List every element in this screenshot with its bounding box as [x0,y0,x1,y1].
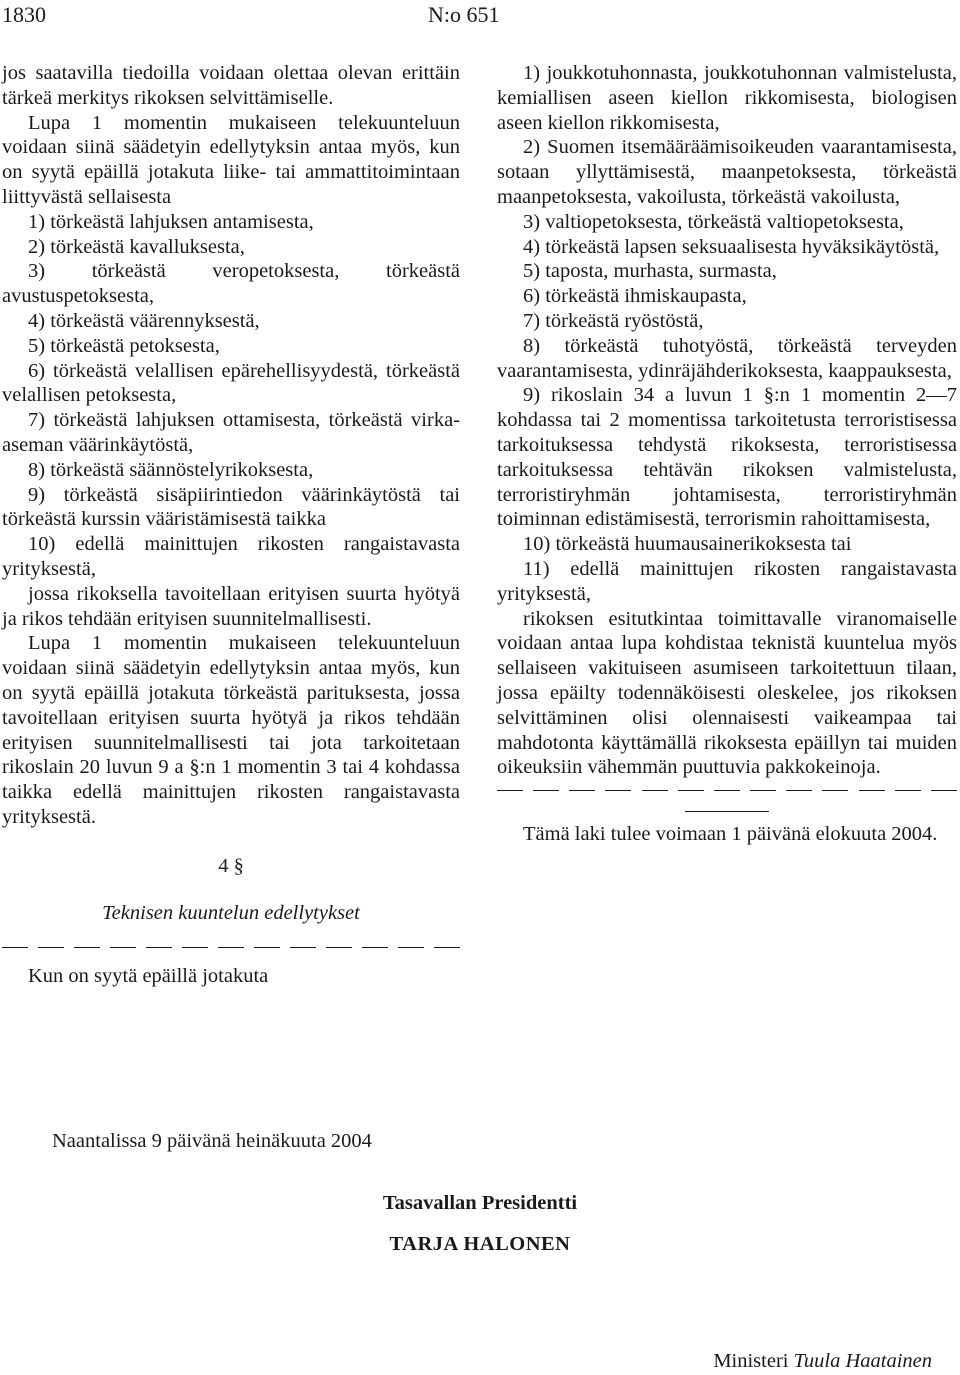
section-title: Teknisen kuuntelun edellytykset [102,901,360,924]
list-item: 5) törkeästä petoksesta, [28,334,220,357]
section-number: 4 § [218,854,244,877]
list-item: 10) edellä mainittujen rikosten rangaistavasta yrityksestä, [2,533,460,580]
list-item: 9) rikoslain 34 a luvun 1 §:n 1 momentin 2—7 kohdassa tai 2 momentissa tarkoitetusta terroristisessa tarkoituksessa tehdystä rikoksesta, terroristisessa tarkoituksessa tehtävän rikoksen valmistelusta, terroristiryhmän johtamisesta, terroristiryhmän toiminnan edistämisestä, terrorismin rahoittamisesta, [497,384,957,531]
left-column [2,61,460,989]
list-item: 8) törkeästä säännöstelyrikoksesta, [28,458,314,481]
list-item: 8) törkeästä tuhotyöstä, törkeästä terveyden vaarantamisesta, ydinräjähderikoksesta, kaappauksesta, [497,334,957,382]
list-item: 2) Suomen itsemääräämisoikeuden vaarantamisesta, sotaan yllyttämisestä, maanpetoksesta, törkeästä maanpetoksesta, vakoilusta, törkeästä vakoilusta, [497,136,957,208]
list-item: 10) törkeästä huumausainerikoksesta tai [523,533,852,556]
list-item: 4) törkeästä lapsen seksuaalisesta hyväksikäytöstä, [523,235,940,258]
paragraph: Lupa 1 momentin mukaiseen telekuunteluun voidaan siinä säädetyin edellytyksin antaa myös, kun on syytä epäillä jotakuta liike- tai ammattitoimintaan liittyvästä sellaisesta [2,111,460,208]
list-item: 3) valtiopetoksesta, törkeästä valtiopetoksesta, [523,210,904,233]
list-item: 6) törkeästä velallisen epärehellisyydestä, törkeästä velallisen petoksesta, [2,359,460,407]
paragraph: rikoksen esitutkintaa toimittavalle viranomaiselle voidaan antaa lupa kohdistaa teknistä kuuntelua myös sellaiseen vakituiseen asumiseen tarkoitettuun tilaan, jossa epäilty todennäköisesti oleskelee, jos rikoksen selvittäminen olisi olennaisesti vaikeampaa tai mahdotonta käyttämällä rikoksesta epäillyn tai muiden oikeuksiin vähemmän puuttuvia pakkokeinoja. [497,607,957,779]
paragraph: jossa rikoksella tavoitellaan erityisen suurta hyötyä ja rikos tehdään erityisen suunnitelmallisesti. [2,582,460,630]
page-number: 1830 [2,2,46,27]
place-date: Naantalissa 9 päivänä heinäkuuta 2004 [52,1130,372,1152]
omission-dashes [2,947,460,948]
list-item: 6) törkeästä ihmiskaupasta, [523,285,747,308]
paragraph: Lupa 1 momentin mukaiseen telekuunteluun voidaan siinä säädetyin edellytyksin antaa myös, kun on syytä epäillä jotakuta törkeästä parituksesta, jossa tavoitellaan erityisen suurta hyötyä ja rikos tehdään erityisen suunnitelmallisesti tai jota tarkoitetaan rikoslain 20 luvun 9 a §:n 1 momentin 3 tai 4 kohdassa taikka edellä mainittujen rikosten rangaistavasta yrityksestä. [2,632,460,828]
list-item: 7) törkeästä ryöstöstä, [523,309,704,332]
list-item: 4) törkeästä väärennyksestä, [28,309,260,332]
list-item: 1) törkeästä lahjuksen antamisesta, [28,210,314,233]
president-title: Tasavallan Presidentti [382,1192,578,1214]
list-item: 11) edellä mainittujen rikosten rangaistavasta yrityksestä, [497,557,957,605]
paragraph: Kun on syytä epäillä jotakuta [28,965,269,988]
list-item: 2) törkeästä kavalluksesta, [28,235,245,258]
omission-dashes [497,790,957,791]
list-item: 3) törkeästä veropetoksesta, törkeästä avustuspetoksesta, [2,260,460,308]
paragraph: jos saatavilla tiedoilla voidaan olettaa olevan erittäin tärkeä merkitys rikoksen selvittämiselle. [2,62,460,109]
list-item: 5) taposta, murhasta, surmasta, [523,260,777,283]
minister-name: Tuula Haatainen [793,1350,932,1372]
document-number: N:o 651 [428,2,500,27]
page-header [0,2,960,28]
list-item: 9) törkeästä sisäpiirintiedon väärinkäytöstä tai törkeästä kurssin vääristämisestä taikka [2,483,460,531]
right-column [497,61,957,847]
separator-rule [685,811,769,812]
minister-signature [713,1350,932,1373]
minister-label: Ministeri [713,1350,789,1372]
list-item: 7) törkeästä lahjuksen ottamisesta, törkeästä virka-aseman väärinkäytöstä, [2,409,460,456]
president-name: TARJA HALONEN [389,1233,571,1255]
entry-into-force: Tämä laki tulee voimaan 1 päivänä elokuuta 2004. [523,823,938,846]
list-item: 1) joukkotuhonnasta, joukkotuhonnan valmistelusta, kemiallisen aseen kiellon rikkomisesta, biologisen aseen kiellon rikkomisesta, [497,62,957,134]
